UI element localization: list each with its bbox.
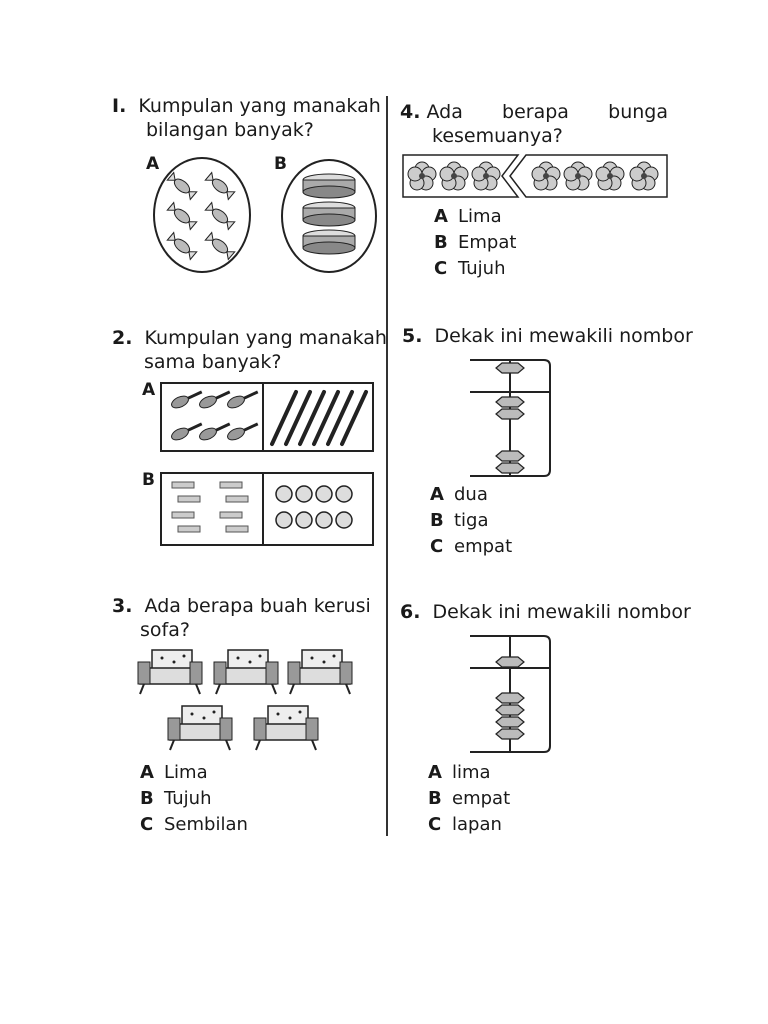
sofa-icon [254, 706, 318, 750]
ball-icon [296, 512, 312, 528]
candy-group [152, 156, 252, 274]
cake-icon [303, 230, 355, 254]
sofa-icon [168, 706, 232, 750]
flower-icon [472, 162, 500, 190]
option-a[interactable]: A Lima [140, 762, 208, 783]
question-number: 2. [112, 327, 133, 349]
eraser-icon [220, 512, 242, 518]
eraser-icon [178, 496, 200, 502]
option-b[interactable]: B Empat [434, 232, 517, 253]
pencil-icon [300, 392, 324, 444]
question-text: sama banyak? [144, 351, 282, 373]
option-a[interactable]: A lima [428, 762, 491, 783]
bead [496, 463, 524, 473]
question-text: Ada berapa buah kerusi [144, 595, 371, 617]
sofa-icon [288, 650, 352, 694]
option-c[interactable]: C empat [430, 536, 513, 557]
ball-icon [296, 486, 312, 502]
question-1 [112, 94, 381, 142]
group-label-b: B [274, 154, 287, 174]
bead [496, 451, 524, 461]
eraser-icon [172, 482, 194, 488]
option-a[interactable]: A dua [430, 484, 488, 505]
pencil-icon [328, 392, 352, 444]
spoon-icon [170, 387, 204, 410]
cake-group [280, 158, 378, 274]
bead [496, 397, 524, 407]
flower-icon [596, 162, 624, 190]
question-number: 5. [402, 325, 423, 347]
question-number: 3. [112, 595, 133, 617]
spoon-icon [226, 419, 260, 442]
bead [496, 409, 524, 419]
column-divider [386, 96, 388, 836]
eraser-icon [220, 482, 242, 488]
question-text: bunga [608, 101, 668, 123]
group-label-a: A [142, 380, 156, 400]
ball-icon [336, 486, 352, 502]
flower-icon [630, 162, 658, 190]
option-c[interactable]: C lapan [428, 814, 502, 835]
spoon-icon [226, 387, 260, 410]
question-text: Ada [426, 101, 463, 123]
spoon-icon [198, 387, 232, 410]
question-5 [402, 324, 693, 348]
ball-icon [276, 486, 292, 502]
flower-icon [532, 162, 560, 190]
option-b[interactable]: B Tujuh [140, 788, 212, 809]
eraser-ball-box [160, 472, 374, 546]
candy-icon [167, 173, 196, 200]
candy-icon [205, 233, 234, 260]
flower-icon [440, 162, 468, 190]
cake-icon [303, 174, 355, 198]
abacus-icon [470, 356, 556, 480]
question-3 [112, 594, 371, 642]
bead [496, 717, 524, 727]
cake-icon [303, 202, 355, 226]
option-a[interactable]: A Lima [434, 206, 502, 227]
flower-icon [408, 162, 436, 190]
question-2 [112, 326, 387, 374]
candy-icon [167, 203, 196, 230]
ball-icon [336, 512, 352, 528]
spoon-pencil-box [160, 382, 374, 452]
candy-icon [205, 173, 234, 200]
eraser-icon [172, 512, 194, 518]
sofa-group [136, 646, 376, 756]
flower-strip [402, 154, 668, 198]
pencil-icon [342, 392, 366, 444]
bead [496, 693, 524, 703]
option-b[interactable]: B tiga [430, 510, 489, 531]
question-text: berapa [502, 101, 569, 123]
question-text: Kumpulan yang manakah [138, 95, 381, 117]
pencil-icon [314, 392, 338, 444]
group-label-b: B [142, 470, 155, 490]
group-label-a: A [146, 154, 160, 174]
question-text: bilangan banyak? [146, 119, 314, 141]
abacus-icon [470, 632, 556, 756]
question-text: Dekak ini mewakili nombor [434, 325, 693, 347]
pencil-icon [272, 392, 296, 444]
candy-icon [205, 203, 234, 230]
sofa-icon [138, 650, 202, 694]
spoon-icon [198, 419, 232, 442]
question-number: 6. [400, 601, 421, 623]
question-4 [400, 100, 668, 148]
question-text: sofa? [140, 619, 190, 641]
pencil-icon [286, 392, 310, 444]
ball-icon [276, 512, 292, 528]
bead [496, 657, 524, 667]
question-number: 4. [400, 101, 421, 123]
bead [496, 729, 524, 739]
option-b[interactable]: B empat [428, 788, 511, 809]
ball-icon [316, 486, 332, 502]
option-c[interactable]: C Tujuh [434, 258, 506, 279]
question-6 [400, 600, 691, 624]
eraser-icon [226, 526, 248, 532]
ball-icon [316, 512, 332, 528]
flower-icon [564, 162, 592, 190]
question-text: Dekak ini mewakili nombor [432, 601, 691, 623]
answer-options [434, 204, 516, 282]
answer-options [430, 482, 512, 560]
bead [496, 705, 524, 715]
candy-icon [167, 233, 196, 260]
sofa-icon [214, 650, 278, 694]
question-text: Kumpulan yang manakah [144, 327, 387, 349]
answer-options [140, 760, 248, 838]
question-text: kesemuanya? [432, 125, 563, 147]
eraser-icon [178, 526, 200, 532]
question-number: I. [112, 95, 127, 117]
bead [496, 363, 524, 373]
option-c[interactable]: C Sembilan [140, 814, 248, 835]
eraser-icon [226, 496, 248, 502]
spoon-icon [170, 419, 204, 442]
answer-options [428, 760, 510, 838]
